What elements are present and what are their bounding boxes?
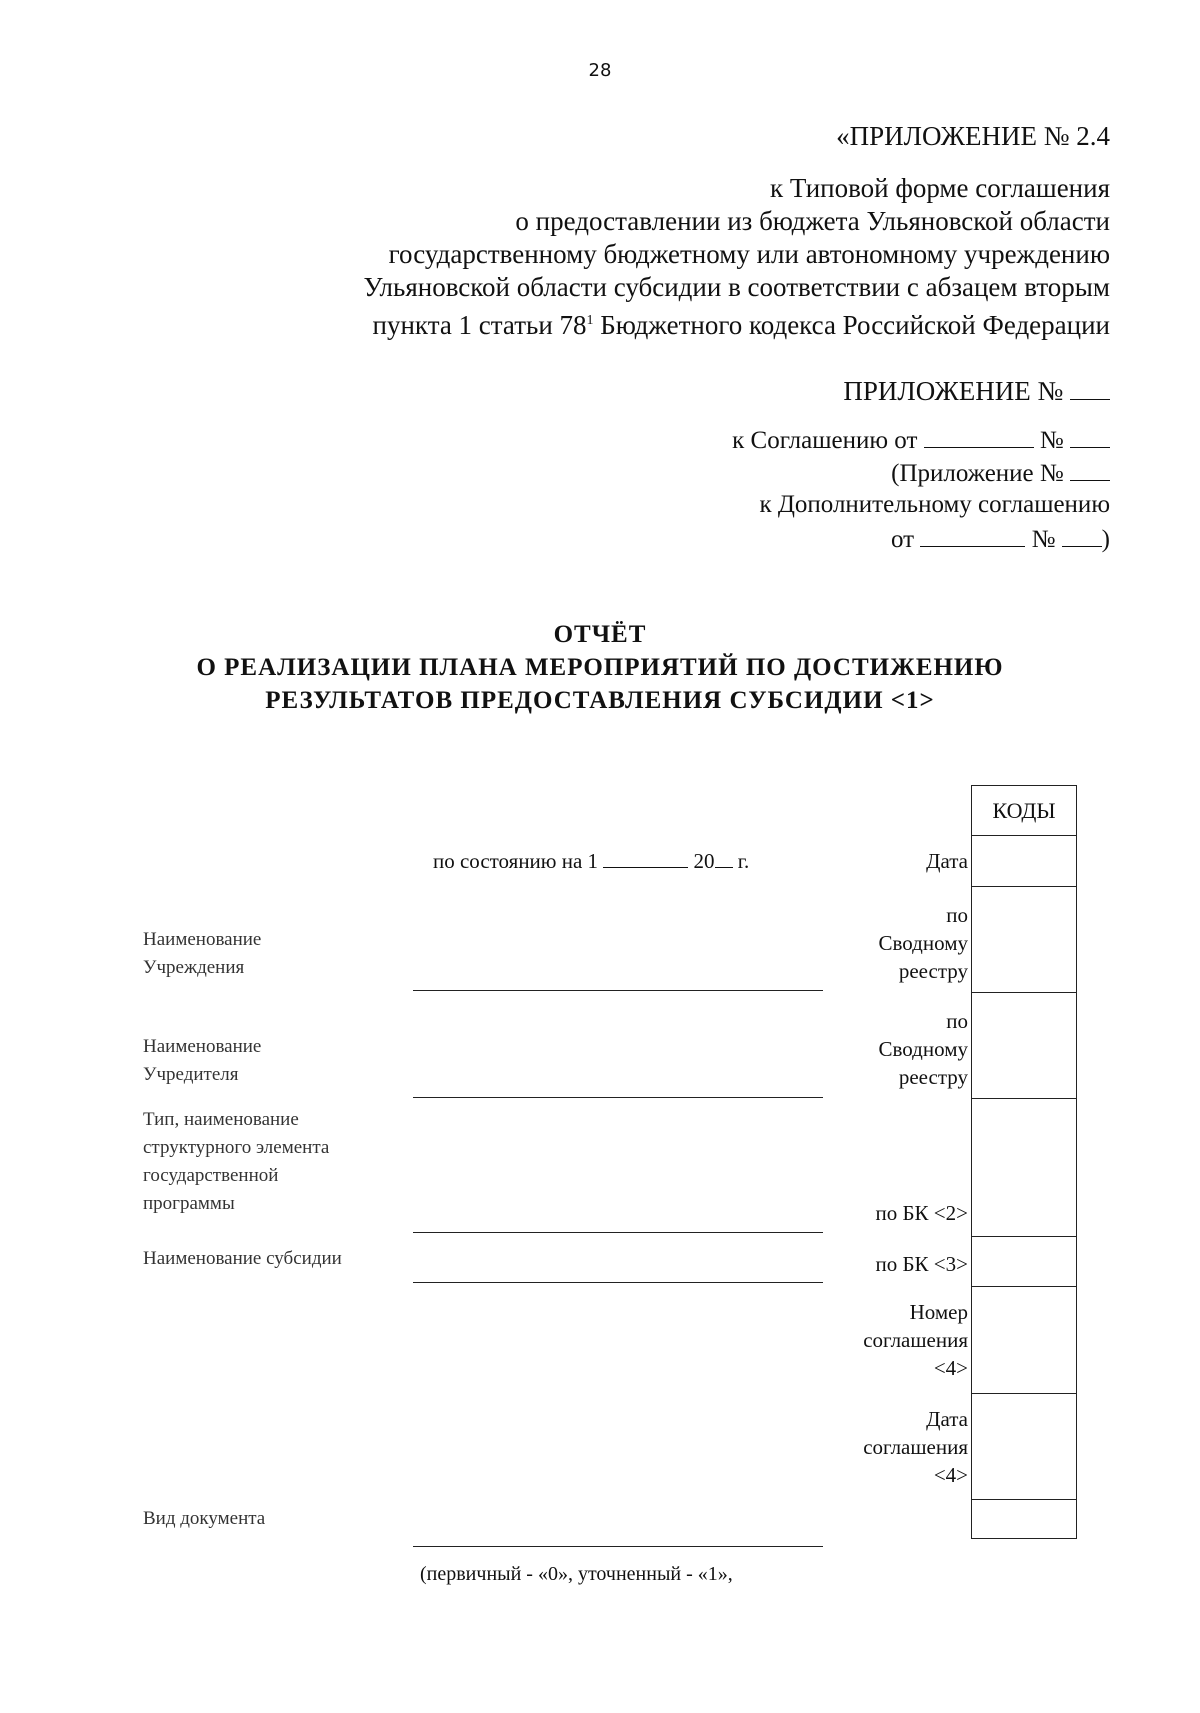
agreement-appendix-title-text: ПРИЛОЖЕНИЕ №	[843, 376, 1064, 406]
appendix-line-2: о предоставлении из бюджета Ульяновской области	[515, 206, 1110, 236]
code-cell-bk2[interactable]	[972, 1098, 1076, 1237]
agreement-appendix-title	[843, 372, 1110, 408]
field-label-program-element: Тип, наименование структурного элемента государственной программы	[143, 1109, 330, 1214]
supplementary-number-blank	[1062, 521, 1102, 547]
supplementary-appendix-blank	[1070, 455, 1110, 481]
code-label-registry-institution: по Сводному реестру	[878, 903, 968, 983]
appendix-number-blank	[1070, 372, 1110, 400]
field-label-subsidy: Наименование субсидии	[143, 1248, 342, 1269]
agreement-line-3: к Дополнительному соглашению	[759, 491, 1110, 518]
field-label-founder: Наименование Учредителя	[143, 1036, 262, 1085]
agreement-number-blank	[1070, 422, 1110, 448]
page-number: 28	[588, 60, 612, 81]
code-cell-agreement-date[interactable]	[972, 1393, 1076, 1500]
as-of-prefix: по состоянию на 1	[433, 849, 599, 873]
agreement-line-2	[891, 455, 1110, 490]
code-cell-registry-founder[interactable]	[972, 992, 1076, 1099]
as-of-year-prefix: 20	[693, 849, 715, 873]
agreement-line-4	[891, 521, 1110, 556]
supplementary-date-blank	[920, 521, 1025, 547]
field-line-founder[interactable]	[413, 1097, 823, 1098]
code-label-bk2: по БК <2>	[875, 1201, 968, 1225]
as-of-month-blank	[603, 846, 688, 868]
appendix-line-5-before: пункта 1 статьи 78	[372, 310, 587, 340]
field-label-institution: Наименование Учреждения	[143, 929, 262, 978]
codes-header: КОДЫ	[992, 798, 1056, 823]
code-label-bk3: по БК <3>	[875, 1252, 968, 1276]
field-label-document-type: Вид документа	[143, 1508, 266, 1529]
code-label-agreement-number: Номер соглашения <4>	[863, 1300, 968, 1380]
closing-paren: )	[1101, 526, 1110, 553]
appendix-line-4: Ульяновской области субсидии в соответствии с абзацем вторым	[363, 272, 1110, 302]
appendix-line-5-after: Бюджетного кодекса Российской Федерации	[593, 310, 1110, 340]
field-line-institution[interactable]	[413, 990, 823, 991]
code-label-agreement-date: Дата соглашения <4>	[863, 1407, 968, 1487]
code-cell-date[interactable]	[972, 835, 1076, 887]
code-cell-document-type[interactable]	[972, 1499, 1076, 1540]
appendix-line-1: к Типовой форме соглашения	[770, 173, 1110, 203]
report-title-line-2: О РЕАЛИЗАЦИИ ПЛАНА МЕРОПРИЯТИЙ ПО ДОСТИЖЕНИЮ	[196, 654, 1004, 681]
supplementary-from-label: от	[890, 526, 915, 553]
code-label-registry-founder: по Сводному реестру	[878, 1009, 968, 1089]
agreement-date-blank	[924, 422, 1034, 448]
appendix-title: «ПРИЛОЖЕНИЕ № 2.4	[836, 121, 1110, 151]
appendix-line-3: государственному бюджетному или автономному учреждению	[388, 239, 1110, 269]
agreement-number-label: №	[1039, 427, 1064, 454]
footnote-superscript: 1	[586, 313, 594, 328]
code-cell-registry-institution[interactable]	[972, 886, 1076, 993]
as-of-suffix: г.	[737, 849, 750, 873]
field-line-subsidy[interactable]	[413, 1282, 823, 1283]
code-cell-bk3[interactable]	[972, 1236, 1076, 1287]
report-title-line-3: РЕЗУЛЬТАТОВ ПРЕДОСТАВЛЕНИЯ СУБСИДИИ <1>	[265, 687, 935, 714]
field-line-program-element[interactable]	[413, 1232, 823, 1233]
agreement-from-label: к Соглашению от	[732, 427, 918, 454]
agreement-line-1	[732, 422, 1110, 457]
supplementary-number-label: №	[1031, 526, 1056, 553]
as-of-line	[433, 846, 749, 874]
code-label-date: Дата	[926, 849, 968, 873]
report-title-line-1: ОТЧЁТ	[553, 621, 647, 648]
field-line-document-type[interactable]	[413, 1546, 823, 1547]
appendix-line-5	[373, 304, 1110, 342]
as-of-year-blank	[715, 846, 733, 868]
code-cell-agreement-number[interactable]	[972, 1286, 1076, 1394]
codes-table	[971, 785, 1077, 1539]
document-type-hint: (первичный - «0», уточненный - «1»,	[420, 1563, 733, 1585]
supplementary-appendix-label: (Приложение №	[891, 460, 1064, 487]
